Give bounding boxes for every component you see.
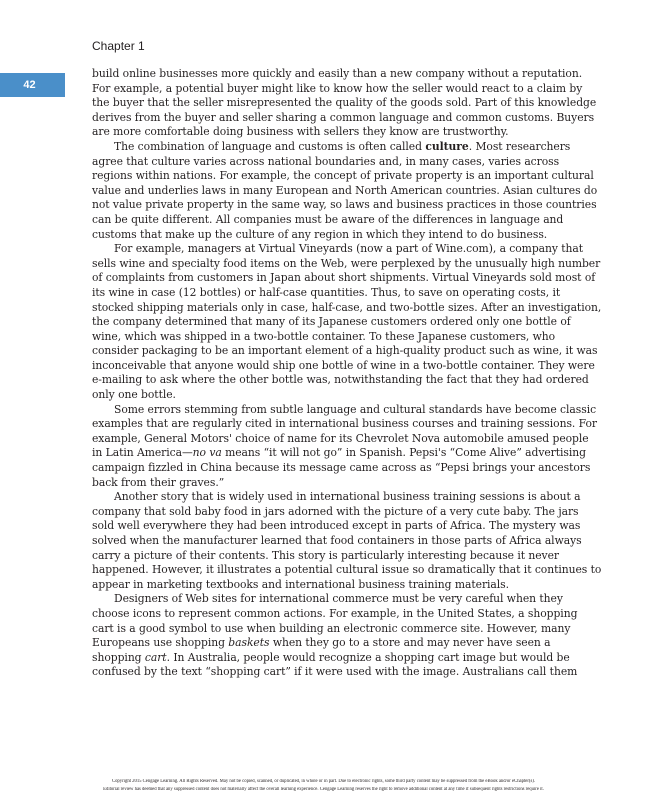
text-run: Designers of Web sites for international commerce must be very careful when they choose icons to represent common actions. For example, in the United States, a shopping cart is a good symbol to use when building an electronic commerce site. However, many Europeans use shopping <box>92 592 578 650</box>
paragraph <box>92 403 602 491</box>
text-run: when they go to a store and may never have seen a shopping <box>92 636 551 664</box>
key-term: culture <box>425 139 469 153</box>
text-run: . Most researchers agree that culture varies across national boundaries and, in many cases, varies across regions within nations. For example, the concept of private property is an important cultural value and underlies laws in many European and North American countries. Asian cultures do not value private property in the same way, so laws and business practices in those countries can be quite different. All companies must be aware of the differences in language and customs that make up the culture of any region in which they intend to do business. <box>92 139 598 241</box>
page-number-tab <box>0 73 65 97</box>
paragraph <box>92 592 602 680</box>
editorial-notice: Editorial review has deemed that any suppressed content does not materially affect the overall learning experience. Cengage Learning reserves the right to remove additional content at any time if subsequent rights restrictions require it. <box>103 787 544 792</box>
text-run: Some errors stemming from subtle language and cultural standards have become classic examples that are regularly cited in international business courses and training sessions. For example, General Motors' choice of name for its Chevrolet Nova automobile amused people in Latin America— <box>92 402 597 460</box>
chapter-header: Chapter 1 <box>92 39 145 53</box>
paragraph <box>92 140 602 242</box>
text-run: The combination of language and customs is often called <box>114 139 426 153</box>
text-run: build online businesses more quickly and easily than a new company without a reputation. For example, a potential buyer might like to know how the seller would react to a claim by the buyer that the seller misrepresented the quality of the goods sold. Part of this knowledge derives from the buyer and seller sharing a common language and common customs. Buyers are more comfortable doing business with sellers they know are trustworthy. <box>92 67 597 139</box>
body-text <box>92 67 602 680</box>
emphasis-text: baskets <box>228 636 270 650</box>
text-run: Another story that is widely used in international business training sessions is about a company that sold baby food in jars adorned with the picture of a very cute baby. The jars sold well everywhere they had been introduced except in parts of Africa. The mystery was solved when the manufacturer learned that food containers in those parts of Africa always carry a picture of their contents. This story is particularly interesting because it never happened. However, it illustrates a potential cultural issue so dramatically that it continues to appear in marketing textbooks and international business training materials. <box>92 490 602 591</box>
text-run: For example, managers at Virtual Vineyards (now a part of Wine.com), a company that sells wine and specialty food items on the Web, were perplexed by the unusually high number of complaints from customers in Japan about short shipments. Virtual Vineyards sold most of its wine in case (12 bottles) or half-case quantities. Thus, to save on operating costs, it stocked shipping materials only in case, half-case, and two-bottle sizes. After an investigation, the company determined that many of its Japanese customers ordered only one bottle of wine, which was shipped in a two-bottle container. To these Japanese customers, who consider packaging to be an important element of a high-quality product such as wine, it was inconceivable that anyone would ship one bottle of wine in a two-bottle container. They were e-mailing to ask where the other bottle was, notwithstanding the fact that they had ordered only one bottle. <box>92 242 602 402</box>
paragraph <box>92 242 602 403</box>
copyright-notice: Copyright 2015 Cengage Learning. All Rights Reserved. May not be copied, scanned, or duplicated, in whole or in part. Due to electronic rights, some third party content may be suppressed from the eBook and/or eChapter(s). <box>111 779 536 784</box>
emphasis-text: no va <box>192 446 222 460</box>
text-run: . In Australia, people would recognize a shopping cart image but would be confused by the text “shopping cart” if it were used with the image. Australians call them <box>92 650 578 679</box>
emphasis-text: cart <box>144 650 167 664</box>
paragraph <box>92 67 602 140</box>
text-run: means “it will not go” in Spanish. Pepsi's “Come Alive” advertising campaign fizzled in China because its message came across as “Pepsi brings your ancestors back from their graves.” <box>92 446 591 489</box>
paragraph <box>92 490 602 592</box>
page-number: 42 <box>23 79 36 91</box>
